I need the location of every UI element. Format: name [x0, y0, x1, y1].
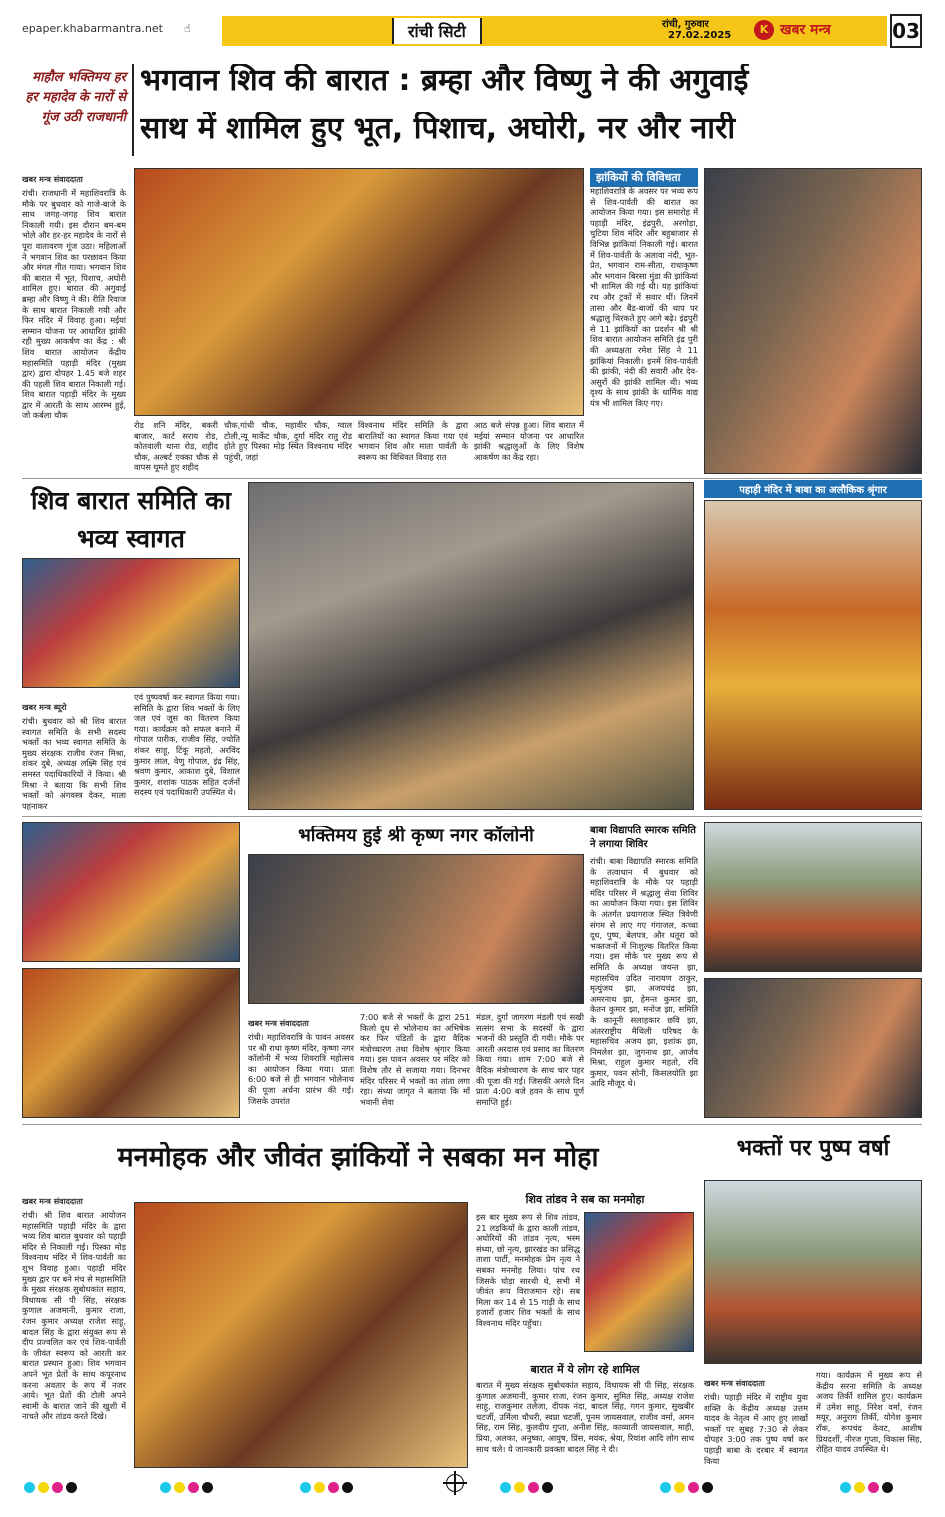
krishna-byline: खबर मन्त्र संवाददाता — [248, 1019, 309, 1028]
manmohak-body-col1: रांची। श्री शिव बारात आयोजन महासमिति पहाड़ी मंदिर के द्वारा भव्य शिव बारात बुधवार को पहाड़ी मंदिर से निकाली गई। पिस्का मोड़ विश्वनाथ मंदिर में शिव-पार्वती का शुभ विवाह हुआ। पहाड़ी मंदिर मुख्य द्वार पर बने मंच से महासमिति के मुख्य संरक्षक सुबोधकांत सहाय, विधायक सी पी सिंह, संरक्षक कुणाल अजमानी, कुमार राजा, रंजन कुमार अध्यक्ष राजेश साहू, बादल सिंह के द्वारा संयुक्त रूप से दीप प्रज्वलित कर एवं शिव-पार्वती के जीवंत स्वरूप को आरती कर बारात प्रस्थान हुआ। शिव भगवान अपने भूत प्रेतों के साथ कपूरनाथ करना अवतार के रूप में नजर आये। भूत प्रेतों की टोली अपने स्वामी के बारात जाने की खुशी में नाचते और तांडव करते दिखे। — [22, 1210, 126, 1422]
samiti-byline: खबर मन्त्र ब्यूरो — [22, 703, 67, 712]
jhanki-label: झांकियों की विविधता — [590, 168, 698, 187]
registration-dots-left — [24, 1478, 80, 1497]
divider-3 — [22, 1124, 922, 1125]
jhanki-body: महाशिवरात्रि के अवसर पर भव्य रूप से शिव-पार्वती की बारात का आयोजन किया गया। इस समारोह में पहाड़ी मंदिर, इंद्रपुरी, अरगोड़ा, चुटिया शिव मंदिर और बहुबाजार से विभिन्न झांकियां निकाली गई। बारात में शिव-पार्वती के अलावा नंदी, भूत-प्रेत, भगवान राम-सीता, राधाकृष्ण और भगवान बिरसा मुंडा की झांकियां भी शामिल की गई थी। यह झांकियां रथ और ट्रकों में सवार थीं। जिनमें तासा और बैंड-बाजों की थाप पर श्रद्धालु थिरकते हुए आगे बढ़े। इंद्रपुरी से 11 झांकियों का प्रदर्शन श्री श्री शिव बारात आयोजन समिति इंद्र पुरी की अध्यक्षता रमेश सिंह ने 11 झांकियां निकाली। इनमें शिव-पार्वती की झांकी, नंदी की सवारी और देव-असुरों की झांकी शामिल थी। भव्य दृश्य के साथ झांकी के धार्मिक वाद्य यंत्र भी शामिल किए गए। — [590, 186, 698, 408]
lead-body-col5: आठ बजे संपन्न हुआ। शिव बारात में मईयां सम्मान योजना पर आधारित झांकी श्रद्धालुओं के लिए विशेष आकर्षण का केंद्र रहा। — [474, 420, 584, 462]
divider-2 — [22, 816, 922, 817]
brand-name: खबर मन्त्र — [780, 22, 831, 38]
vidyapati-photo-2 — [704, 978, 922, 1118]
manmohak-headline: मनमोहक और जीवंत झांकियों ने सबका मन मोहा — [117, 1142, 599, 1173]
krishna-body-col2: 7:00 बजे से भक्तों के द्वारा 251 किलो दूध से भोलेनाथ का अभिषेक कर फिर पंडितों के द्वारा वैदिक मंत्रोच्चारण तथा विशेष श्रृंगार किया गया। इस पावन अवसर पर मंदिर को विशेष तौर से सजाया गया। दिनभर मंदिर परिसर में भक्तों का तांता लगा रहा। संध्या जागृत ने बताया कि माँ भवानी सेवा — [360, 1012, 470, 1107]
masthead — [22, 14, 922, 48]
crowd-photo — [248, 482, 694, 810]
krishna-body-col1: रांची। महाशिवरात्रि के पावन अवसर पर श्री राधा कृष्ण मंदिर, कृष्णा नगर कॉलोनी में भव्य शिवरात्रि महोत्सव का आयोजन किया गया। प्रातः 6:00 बजे से ही भगवान भोलेनाथ की पूजा अर्चना प्रारंभ की गई। जिसके उपरांत — [248, 1032, 354, 1106]
registration-dots-far-right — [840, 1478, 896, 1497]
lead-headline-line1: भगवान शिव की बारात : ब्रम्हा और विष्णु ने की अगुवाई — [140, 64, 749, 98]
masthead-place-day: रांची, गुरुवार — [662, 19, 709, 30]
samiti-photo — [22, 558, 240, 688]
list-body: बारात में मुख्य संरक्षक सुबोधकांत सहाय, विधायक सी पी सिंह, संरक्षक कुणाल अजमानी, कुमार राजा, रंजन कुमार, सुमित सिंह, अध्यक्ष राजेश साहू, राजकुमार तलेजा, दीपक नंदा, बादल सिंह, गगन कुमार, सुखबीर चटर्जी, उर्मिला चौधरी, स्वप्ना चटर्जी, पूनम जायसवाल, राजीव वर्मा, अमन सिंह, राम सिंह, कुलदीप गुप्ता, अनीश सिंह, काव्याती जायसवाल, माही, प्रिया, अलका, अनुष्का, आयुष, प्रिंस, मयंक, श्रेया, रियांश आदि लोग साथ साथ चले। ये जानकारी प्रवक्ता बादल सिंह ने दी। — [476, 1380, 694, 1454]
pahadi-photo — [704, 500, 922, 810]
divider-1 — [22, 478, 922, 479]
krishna-photo-singer — [248, 854, 584, 1004]
masthead-site-url[interactable]: epaper.khabarmantra.net — [22, 22, 163, 35]
lead-body-col4: विश्वनाथ मंदिर समिति के द्वारा बारातियों का स्वागत किया गया एवं भगवान शिव और माता पार्वती के स्वरूप का विधिवत विवाह रात — [358, 420, 468, 462]
list-label: बारात में ये लोग रहे शामिल — [530, 1363, 640, 1376]
manmohak-photo-shiva — [134, 1202, 468, 1468]
lead-headline-line2: साथ में शामिल हुए भूत, पिशाच, अघोरी, नर और नारी — [140, 112, 736, 146]
pahadi-label: पहाड़ी मंदिर में बाबा का अलौकिक श्रृंगार — [704, 480, 922, 498]
lead-byline: खबर मन्त्र संवाददाता — [22, 175, 83, 184]
lead-body-col3: चौक,गांधी चौक, महावीर चौक, ग्वाल टोली,न्यू मार्केट चौक, दुर्गा मंदिर रातु रोड होते हुए पिस्का मोड़ स्थित विश्वनाथ मंदिर पहुंची, जहां — [224, 420, 352, 462]
lead-body-col2: रोड शनि मंदिर, बकरी बाजार, कार्ट सराय रोड, कोतवाली थाना रोड, शहीद चौक, अल्बर्ट एक्का चौक से वापस घूमते हुए शहीद — [134, 420, 218, 473]
pushp-byline: खबर मन्त्र संवाददाता — [704, 1379, 765, 1388]
registration-dots-right — [660, 1478, 716, 1497]
page-number: 03 — [890, 14, 922, 48]
krishna-headline: भक्तिमय हुई श्री कृष्ण नगर कॉलोनी — [298, 826, 534, 846]
registration-dots-mid-left — [160, 1478, 216, 1497]
vidyapati-headline: बाबा विद्यापति स्मारक समिति ने लगाया शिविर — [590, 825, 696, 850]
pushp-body-col1: रांची। पहाड़ी मंदिर में राष्ट्रीय युवा शक्ति के केंद्रीय अध्यक्ष उत्तम यादव के नेतृत्व में आए हुए लाखों भक्तों पर सुबह 7:30 से लेकर दोपहर 3:00 तक पुष्प वर्षा कर पहाड़ी बाबा के दरबार में स्वागत किया — [704, 1392, 808, 1466]
kicker-divider — [132, 64, 134, 156]
tandav-label: शिव तांडव ने सब का मनमोहा — [525, 1193, 645, 1206]
samiti-headline: शिव बारात समिति का भव्य स्वागत — [31, 486, 231, 553]
tandav-photo — [584, 1212, 694, 1352]
registration-dots-mid-right — [500, 1478, 556, 1497]
lead-body-col1: रांची। राजधानी में महाशिवरात्रि के मौके पर बुधवार को गाजे-बाजे के साथ जगह-जगह शिव बारात निकाली गयी। इस दौरान बम-बम भोले और हर-हर महादेव के नारों से पूरा वातावरण गूंज उठा। महिलाओं ने भगवान शिव का परछावन किया और मंगल गीत गाया। भगवान शिव की बारात में भूत, पिशाच, अघोरी शामिल हुए। बारात की अगुवाई ब्रम्हा और विष्णु ने की। रीति रिवाज के साथ बारात निकाली गयी और फिर मंदिर में विवाह हुआ। मईयां सम्मान योजना पर आधारित झांकी रही मुख्य आकर्षण का केंद्र : श्री शिव बारात आयोजन केंद्रीय महासमिति पहाड़ी मंदिर (मुख्य द्वार) द्वारा दोपहर 1.45 बजे शहर की पहली शिव बारात निकाली गई। शिव बारात पहाड़ी मंदिर के मुख्य द्वार में आरती के साथ आरम्भ हुई, जो कर्बला चौक — [22, 188, 126, 421]
vidyapati-body: रांची। बाबा विद्यापति स्मारक समिति के तत्वाधान में बुधवार को महाशिवरात्रि के मौके पर पहाड़ी मंदिर परिसर में श्रद्धालु सेवा शिविर का आयोजन किया गया। इस शिविर के अंतर्गत प्रयागराज स्थित त्रिवेणी संगम से लाए गए गंगाजल, कच्चा दूध, पुष्प, बेलपत्र, और धतूरा को भक्तजनों में निःशुल्क वितरित किया गया। इस मौके पर मुख्य रूप से समिति के अध्यक्ष जयन्त झा, महासचिव उदित नारायण ठाकुर, मृत्युंजय झा, अजयचंद्र झा, अमरनाथ झा, हेमन्त कुमार झा, केतन कुमार झा, मनोज झा, समिति के कानूनी सलाहकार छवि झा, अंतरराष्ट्रीय मैथिली परिषद के महासचिव अजय झा, इशांक झा, निमलेश झा, जुगनाथ झा, आर्जव मिश्रा, राहुल कुमार महतो, रवि कुमार, पवन सोनी, किसलयोति झा आदि मौजूद थे। — [590, 856, 698, 1089]
brand-logo-icon: K — [754, 20, 774, 40]
aghori-photo — [704, 168, 922, 474]
lead-photo-procession — [134, 168, 584, 416]
section-title: रांची सिटी — [392, 18, 482, 44]
registration-crosshair-icon — [446, 1474, 464, 1492]
krishna-body-col3: मंडल, दुर्गा जागरण मंडली एवं सखी सत्संग सभा के सदस्यों के द्वारा भजनों की प्रस्तुति दी गयी। मौके पर आरती अरदास एवं प्रसाद का वितरण किया गया। शाम 7:00 बजे से वैदिक मंत्रोच्चारण के साथ चार पहर की पूजा की गई। जिसकी अगले दिन प्रातः 4:00 बजे हवन के साथ पूर्ण समाप्ति हुई। — [476, 1012, 584, 1107]
krishna-photo-left-1 — [22, 822, 240, 962]
samiti-body-col1: रांची। बुधवार को श्री शिव बारात स्वागत समिति के सभी सदस्य भक्तों का भव्य स्वागत समिति के मुख्य संरक्षक राजीव रंजन मिश्रा, शंकर दुबे, अध्यक्ष लक्ष्मि सिंह एवं समस्त पदाधिकारियों ने किया। श्री मिश्रा ने बताया कि सभी शिव भक्तों को अंगवस्त्र देकर, माला पहनाकर — [22, 716, 126, 811]
cursor-icon: ☝ — [184, 22, 191, 35]
registration-dots-mid — [300, 1478, 356, 1497]
pushp-body-col2: गया। कार्यक्रम में मुख्य रूप से केंद्रीय सरना समिति के अध्यक्ष अजय तिर्की शामिल हुए। कार्यक्रम में उमेश साहू, निरेश वर्मा, रंजन मयूर, अनुराग तिर्की, योगेश कुमार राँक, रूपचंद केवट, आशीष प्रियदर्शी, नीरज गुप्ता, विकास सिंह, रोहित यादव उपस्थित थे। — [816, 1370, 922, 1455]
krishna-photo-left-2 — [22, 968, 240, 1118]
tandav-body: इस बार मुख्य रूप से शिव तांडव, 21 लड़कियों के द्वारा काली तांडव, अघोरियों की तांडव नृत्य, भस्म संध्या, छो नृत्य, झारखंड का प्रसिद्ध ताशा पार्टी, मनमोहक प्रेम नृत्य ने सबका मनमोह लिया। पांच रथ जिसके घोड़ा सारथी थे, सभी में जीवंत रूप विराजमान रहे। सब मिला कर 14 से 15 गाड़ी के साथ हजारों हजार शिव भक्तों के साथ विश्वनाथ मंदिर पहुँचा। — [476, 1212, 580, 1328]
samiti-body-col2: एवं पुष्पवर्षा कर स्वागत किया गया। समिति के द्वारा शिव भक्तों के लिए जल एवं जूस का वितरण किया गया। कार्यक्रम को सफल बनाने में गोपाल पारीक, राजीव सिंह, ज्योति शंकर साहू, टिंकू महतो, अरविंद कुमार लाल, वेणु गोपाल, इंद्र सिंह, श्रवण कुमार, आकाश दुबे, विशाल कुमार, शशांक पाठक सहित दर्जनों सदस्य एवं पदाधिकारी उपस्थित थे। — [134, 692, 240, 798]
pushp-photo — [704, 1180, 922, 1364]
vidyapati-photo-1 — [704, 822, 922, 972]
lead-kicker: माहौल भक्तिमय हर हर महादेव के नारों से गूंज उठी राजधानी — [25, 70, 126, 125]
pushp-headline: भक्तों पर पुष्प वर्षा — [736, 1136, 890, 1161]
masthead-date: 27.02.2025 — [668, 30, 732, 41]
manmohak-byline: खबर मन्त्र संवाददाता — [22, 1197, 83, 1206]
